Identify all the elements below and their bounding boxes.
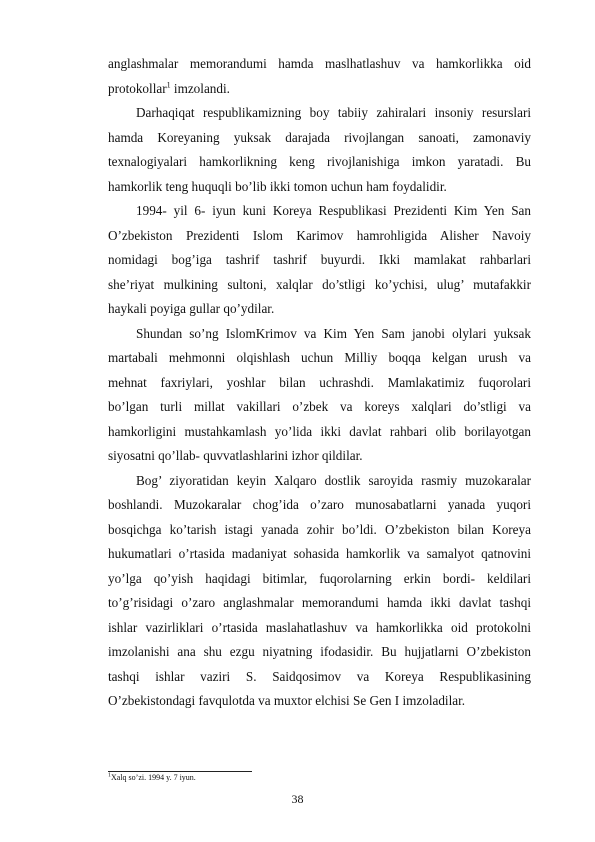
text-line: martabali mehmonni olqishlash uchun Milliy boqqa kelgan urush va: [108, 350, 531, 365]
text-line: O’zbekiston Prezidenti Islom Karimov hamrohligida Alisher Navoiy: [108, 227, 531, 243]
text-line: boshlandi. Muzokaralar chog’ida o’zaro munosabatlarni yanada yuqori: [108, 497, 531, 512]
text-line: Darhaqiqat respublikamizning boy tabiiy zahiralari insoniy resurslari: [136, 105, 531, 120]
paragraph: [108, 101, 531, 199]
text-line: hamkorligini mustahkamlash yo’lida ikki davlat rahbari olib borilayotgan: [108, 423, 531, 439]
text-line: she’riyat mulkining sultoni, xalqlar do’stligi ko’ychisi, ulug’ mutafakkir: [108, 276, 531, 292]
body-text: [108, 52, 531, 714]
text-line: imzolanishi ana shu ezgu niyatning ifodasidir. Bu hujjatlarni O’zbekiston: [108, 644, 531, 659]
text-line: nomidagi bog’iga tashrif tashrif buyurdi. Ikki mamlakat rahbarlari: [108, 252, 531, 267]
footnote-reference: 1: [166, 80, 171, 90]
text-line: Shundan so’ng IslomKrimov va Kim Yen Sam janobi olylari yuksak: [136, 325, 531, 341]
footnote-marker: 1: [108, 772, 111, 779]
footnote: [108, 773, 196, 783]
text-line: O’zbekistondagi favqulotda va muxtor elchisi Se Gen I imzoladilar.: [108, 693, 466, 708]
text-line: bosqichga ko’tarish istagi yanada zohir bo’ldi. O’zbekiston bilan Koreya: [108, 521, 531, 537]
text-line: siyosatni qo’llab- quvvatlashlarini izhor qildilar.: [108, 448, 363, 463]
text-line: yo’lga qo’yish haqidagi bitimlar, fuqorolarning erkin bordi- keldilari: [108, 570, 531, 586]
page-number: 38: [291, 792, 304, 806]
footnote-rule: [108, 771, 252, 772]
paragraph: [108, 469, 531, 714]
text-line: 1994- yil 6- iyun kuni Koreya Respublikasi Prezidenti Kim Yen San: [136, 203, 531, 218]
text-line: bo’lgan turli millat vakillari o’zbek va koreys xalqlari do’stligi va: [108, 399, 531, 414]
text-line: tashqi ishlar vaziri S. Saidqosimov va Koreya Respublikasining: [108, 668, 531, 684]
text-line: ishlar vazirliklari o’rtasida maslahatlashuv va hamkorlikka oid protokolni: [108, 619, 531, 635]
text-line: anglashmalar memorandumi hamda maslhatlashuv va hamkorlikka oid: [108, 56, 531, 71]
text-line: hamkorlik teng huquqli bo’lib ikki tomon uchun ham foydalidir.: [108, 178, 447, 194]
text-line: Bog’ ziyoratidan keyin Xalqaro dostlik saroyida rasmiy muzokaralar: [136, 472, 531, 488]
text-line: mehnat faxriylari, yoshlar bilan uchrashdi. Mamlakatimiz fuqorolari: [108, 374, 531, 390]
text-line: to’g’risidagi o’zaro anglashmalar memorandumi hamda ikki davlat tashqi: [108, 595, 531, 610]
paragraph: [108, 199, 531, 322]
footnote-text: Xalq so’zi. 1994 y. 7 iyun.: [111, 773, 196, 782]
paragraph: [108, 322, 531, 469]
text-line: protokollar$^1$ imzolandi.: [108, 80, 230, 96]
text-line: hamda Koreyaning yuksak darajada rivojlangan sanoati, zamonaviy: [108, 129, 531, 145]
paragraph: [108, 52, 531, 101]
text-line: haykali poyiga gullar qo’ydilar.: [108, 301, 275, 316]
text-line: hukumatlari o’rtasida madaniyat sohasida hamkorlik va samalyot qatnovini: [108, 546, 531, 561]
text-line: texnalogiyalari hamkorlikning keng rivojlanishiga imkon yaratadi. Bu: [108, 154, 531, 169]
